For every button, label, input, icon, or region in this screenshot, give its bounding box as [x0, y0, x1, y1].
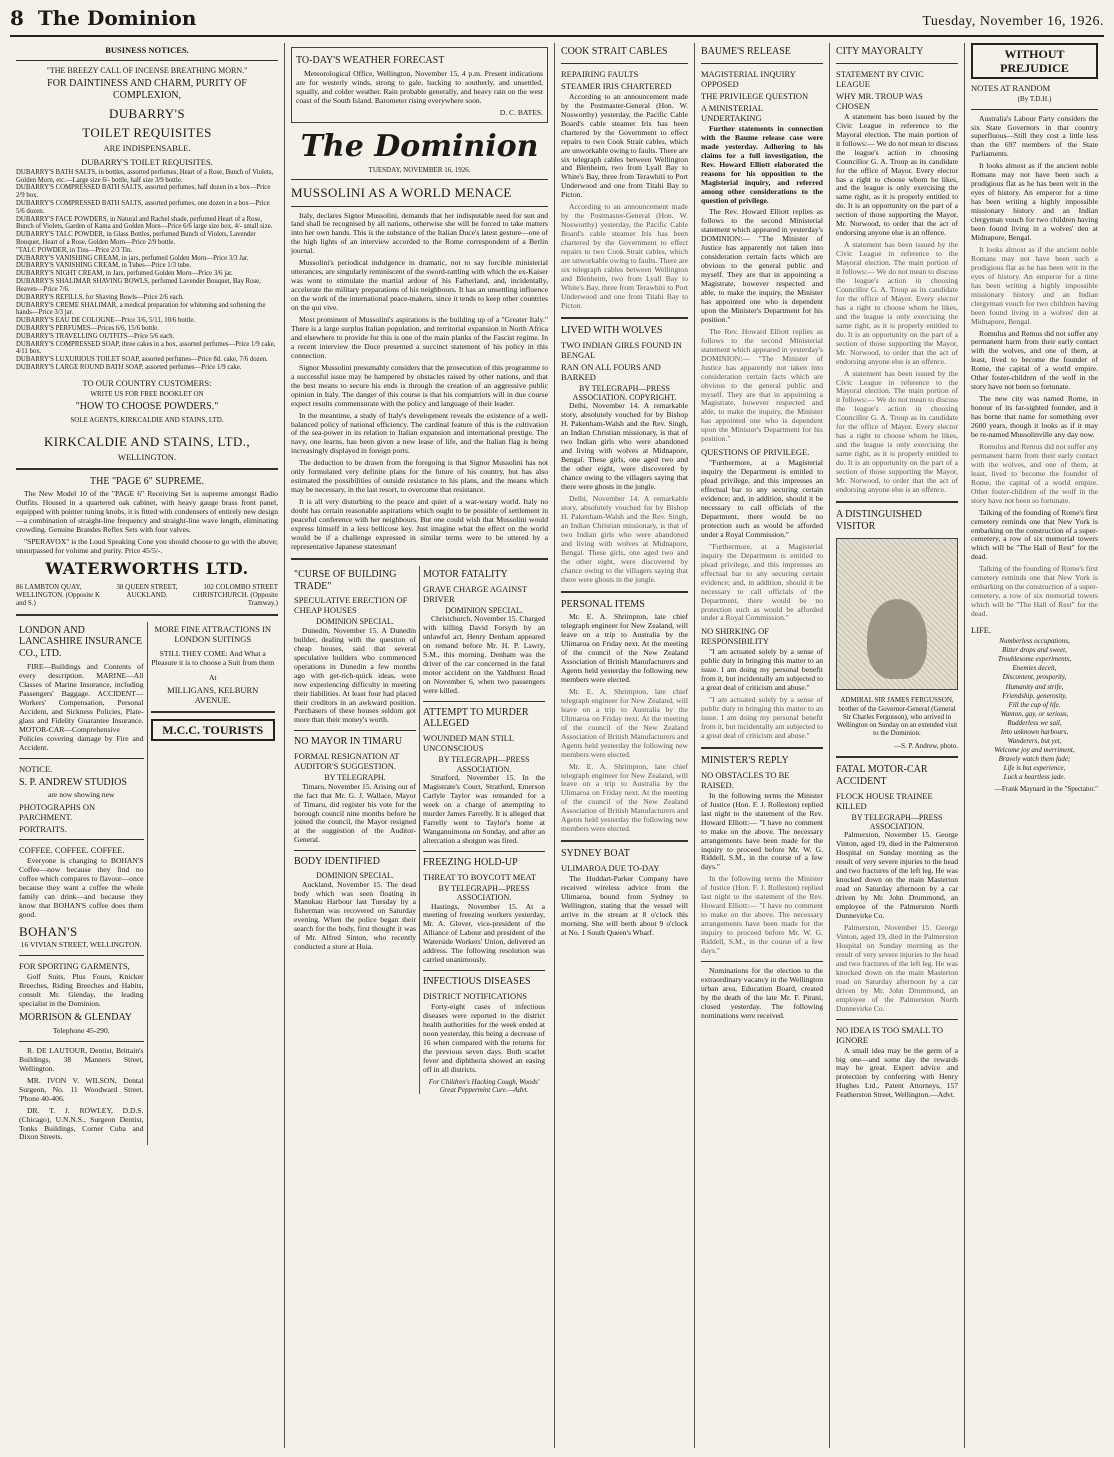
- story-title: MINISTER'S REPLY: [701, 754, 789, 766]
- masthead: [10, 6, 1104, 37]
- story-text: Nominations for the election to the extraordinary vacancy in the Wellington urban area, Education Board, created by the death of the late Mr. F. Pirani, closed yesterday. The following nominations were received.: [701, 965, 823, 1020]
- poem-signature: —Frank Maynard in the "Spectator.": [994, 784, 1098, 793]
- paper-name: The Dominion: [37, 6, 197, 30]
- editorial-para: The deduction to be drawn from the foregoing is that Signor Mussolini has not only formulated very definite plans for the future of his country, but has also estimated the possibilities of outside resistance to his plans, and the means which may be necessary, in the last resort, to overcome that resistance.: [291, 458, 548, 495]
- list-item: DUBARRY'S LARGE ROUND BATH SOAP, assorted perfumes—Price 1/9 cake.: [16, 364, 242, 372]
- story-text: A statement has been issued by the Civic League in reference to the Mayoral election. The main portion of it follows:— We do not mean to discuss the league's action in choosing Councillor G. A. Troup as its candidate for the office of Mayor. Every elector has a right to choose whom he likes, and the league is only exercising the same right, as it is properly entitled to do. It is an opportunity on the part of a section of those supporting the Mayor, Mr. Norwood, to order that the act of endorsing anyone else is an offence.: [836, 111, 958, 238]
- list-item: DUBARRY'S PERFUMES—Prices 6/6, 15/6 bottle.: [16, 324, 159, 332]
- story-lede: Further statements in connection with the Baume release case were made yesterday. Adhering to his claims for a full investigation, the Rev. Howard Elliott elaborated the reasons for his opposition to the Magisterial inquiry, and referred among other considerations to the question of privilege.: [701, 123, 823, 205]
- story-text: Timaru, November 15. Arising out of the fact that Mr. G. J. Wallace, Mayor of Timaru, did register his vote for the borough council nine months before he joined the council, the Mayor resigned at the suggestion of the Auditor-General.: [294, 781, 416, 845]
- ad-booklet: "HOW TO CHOOSE POWDERS.": [75, 401, 219, 413]
- editorial-para: Mussolini's periodical indulgence in dramatic, not to say forcible ministerial utterances, are singularly reminiscent of the sword-rattling with which the ex-Kaiser was wont to stimulate the martial ardour of his Fatherland, and, incidentally, accelerate the military preparations of his neighbours. It has an unsettling influence on the work of the international peace-makers, since it tends to keep other countries on the qui vive.: [291, 258, 548, 313]
- dentist: MR. IVON V. WILSON, Dental Surgeon, No. 11 Woodward Street. 'Phone 40-406.: [19, 1075, 144, 1103]
- ad-brand: DUBARRY'S: [108, 106, 186, 122]
- paper-logo: The Dominion: [300, 128, 539, 164]
- column-title: WITHOUT PREJUDICE: [971, 43, 1098, 79]
- list-item: DUBARRY'S FACE POWDERS, in Natural and Rachel shade, perfumed Heart of a Rose, Bunch of Violets, Garden of Kama and Golden Morn—Price 6/6 large size box, 4/- small size.: [16, 215, 273, 231]
- column-para: Talking of the founding of Rome's first cemetery reminds one that New York is embarking on the construction of a super-cemetery, a row of six memorial towers which will be "The Hall of Rest" for the dead.: [971, 564, 1098, 619]
- story-text: Stratford, November 15. In the Magistrate's Court, Stratford, Emerson Carlyle Taylor was remanded for a week on a charge of attempting to murder James Farrelly. It is alleged that Farrelly went to Taylor's home at Wanganuimona on Sunday, and after an altercation a shotgun was fired.: [423, 773, 545, 845]
- story-text: The Rev. Howard Elliott replies as follows to the second Ministerial statement which appeared in yesterday's DOMINION:— "The Minister of Justice has apparently not taken into consideration certain facts which are obvious to the general public and myself. They are that in appointing a Magistrate, however respected and able, to make the inquiry, the Minister has appointed one who is dependent upon the Minister's Department for his position.": [701, 207, 823, 324]
- issue-date: Tuesday, November 16, 1926.: [922, 14, 1104, 29]
- story-text: The Rev. Howard Elliott replies as follows to the second Ministerial statement which appeared in yesterday's DOMINION:— "The Minister of Justice has apparently not taken into consideration certain facts which are obvious to the general public and myself. They are that in appointing a Magistrate, however respected and able, to make the inquiry, the Minister has appointed one who is dependent upon the Minister's Department for his position.": [701, 326, 823, 444]
- list-item: DUBARRY'S TRAVELLING OUTFITS—Price 5/6 each.: [16, 332, 175, 340]
- speravox-text: "SPERAVOX" is the Loud Speaking Cone you should choose to go with the above; unsurpassed for volume and purity. Price 45/5/-.: [16, 537, 278, 556]
- portrait-face: [867, 599, 927, 679]
- branch: 86 LAMBTON QUAY, WELLINGTON. (Opposite K and S.): [16, 582, 101, 608]
- story-title: LIVED WITH WOLVES: [561, 324, 663, 336]
- poem-line: Enemies deceit,: [1012, 664, 1057, 673]
- bohans: BOHAN'S: [19, 924, 78, 940]
- story-subtitle: FLOCK HOUSE TRAINEE KILLED: [836, 790, 933, 811]
- editorial-para: Italy, declares Signor Mussolini, demands that her indisputable need for sun and land shall be recognised by all nations, otherwise she will be forced to take matters into her own hands. This is the substance of the Italian Duce's latest gesture—one of the high lights of an interview accorded to the Rome correspondent of a Berlin journal.: [291, 210, 548, 256]
- list-item: DUBARRY'S COMPRESSED BATH SALTS, assorted perfumes, half dozen in a box—Price 2/9 box.: [16, 184, 271, 200]
- story-text: Mr. E. A. Shrimpton, late chief telegraph engineer for New Zealand, will leave on a trip to Australia by the Ulimaroa on Friday next. At the meeting of the council of the New Zealand Association of British Manufacturers and Agents held yesterday the following new members were elected.: [561, 612, 688, 684]
- story-source: BY TELEGRAPH—PRESS ASSOCIATION.: [438, 755, 530, 774]
- story-subtitle: RAN ON ALL FOURS AND BARKED: [561, 361, 661, 382]
- insurance-text: FIRE—Buildings and Contents of every description. MARINE—All Classes of Marine Insurance, including Passengers' Baggage. ACCIDENT—Workers' Compensation, Personal Accident, and Sickness Policies, Plate-glass and Fidelity Guarantee Insurance. MOTOR-CAR—Comprehensive Policies covering damage by Fire and Accident.: [19, 662, 144, 752]
- story-text: According to an announcement made by the Postmaster-General (Hon. W. Nosworthy) yesterday, the Pacific Cable Board's cable steamer Iris has been chartered by the Government to effect repairs to two Cook Strait cables, which are unworkable owing to faults. There are six telegraph cables between Wellington and Blenheim, two from Lyall Bay to White's Bay, three from Terawhiti to Port Underwood and one from Titahi Bay to Picton.: [561, 91, 689, 200]
- story-source: DOMINION SPECIAL.: [445, 605, 523, 615]
- news-split: [291, 566, 548, 1094]
- story-text: Delhi, November 14. A remarkable story, absolutely vouched for by Bishop H. Pakenham-Walsh and the Rev. Singh, an Indian Christian missionary, is that of two Indian girls who were abandoned and living with wolves at Midnapore, Bengal. These girls, one aged two and the other eight, were discovered by chance owing to the villagers saying that there were ghosts in the jungle.: [561, 493, 688, 584]
- page6-text: The New Model 10 of the "PAGE 6" Receiving Set is supreme amongst Radio Outfits. Housed in a quartered oak cabinet, with heavy gauge brass front panel, equipped with pointer tuning knobs, it is fitted with condensers of entirely new design—a combination of straight-line frequency and straight-line wave length, eliminating crowding. Genuine Brandes Reflex Sets with four valves.: [16, 489, 278, 535]
- story-text: Palmerston, November 15. George Vinton, aged 19, died in the Palmerston Hospital on Sunday morning as the result of very severe injuries to the head and two fractures of the left leg. He was knocked down on the main Masterton road on Saturday afternoon by a car driven by Mr. John Drummond, an employee of the Palmerston North Dunnevirke Co.: [836, 923, 958, 1013]
- bohans-address: 16 VIVIAN STREET, WELLINGTON.: [20, 940, 142, 950]
- story-title: COOK STRAIT CABLES: [561, 46, 668, 57]
- story-text: Christchurch, November 15. Charged with killing David Forsyth by an unlawful act, Henry Denham appeared on remand before Mr. H. P. Lawry, S.M., this morning. Denham was the driver of the car concerned in the fatal motor accident on the Yaldhurst Road on November 6, when two passengers were killed.: [423, 614, 545, 695]
- poem-line: Bitter drops and sweet,: [1002, 646, 1067, 655]
- story-text: In the following terms the Minister of Justice (Hon. F. J. Rolleston) replied last night to the statement of the Rev. Howard Elliott:— "I have no comment to make on the above. The necessary arrangements have been made for the inquiry to proceed before Mr. W. G. Riddell, S.M., in the course of a few days.": [701, 790, 823, 872]
- list-item: DUBARRY'S VANISHING CREAM, in jars, perfumed Golden Morn—Price 3/3 Jar.: [16, 254, 249, 262]
- story-title: INFECTIOUS DISEASES: [423, 976, 531, 988]
- page6-title: THE "PAGE 6" SUPREME.: [90, 475, 204, 487]
- column-editorial: [285, 43, 555, 1448]
- ad-product: TOILET REQUISITES: [82, 125, 212, 141]
- column-business-notices: [10, 43, 285, 1448]
- story-title: FREEZING HOLD-UP: [423, 856, 518, 868]
- story-text: "Furthermore, at a Magisterial inquiry the Department is entitled to plead privilege, and this impresses an effectual bar to any securing certain evidence; and, in addition, should it be necessary to call officials of the Department, there would be no protection such as would be afforded under a Royal Commission.": [701, 541, 823, 623]
- column-para: It looks almost as if the ancient noble Romans may not have been such a prodigious flat as he has been writ in the eyes of history. An emperor for a time has been writing a highly impossible missionary history and an Indian clergyman vouch for two children having been found living in a wolves' den at Midnapore, Bengal.: [971, 244, 1098, 326]
- ad-city: WELLINGTON.: [117, 451, 177, 462]
- ad-customers: TO OUR COUNTRY CUSTOMERS:: [82, 377, 212, 388]
- waterworths-branches: [16, 583, 278, 608]
- story-text: Mr. E. A. Shrimpton, late chief telegraph engineer for New Zealand, will leave on a trip to Australia by the Ulimaroa on Friday next. At the meeting of the council of the New Zealand Association of British Manufacturers and Agents held yesterday the following new members were elected.: [561, 761, 688, 834]
- column-mayoralty: [830, 43, 965, 1448]
- story-subtitle: DISTRICT NOTIFICATIONS: [423, 990, 527, 1001]
- poem-line: Bravely watch them fade;: [998, 755, 1071, 764]
- story-text: In the following terms the Minister of Justice (Hon. F. J. Rolleston) replied last night to the statement of the Rev. Howard Elliott:— "I have no comment to make on the above. The necessary arrangements have been made for the inquiry to proceed before Mr. W. G. Riddell, S.M., in the course of a few days.": [701, 874, 823, 955]
- ads-split: [16, 622, 278, 1146]
- story-subtitle: WOUNDED MAN STILL UNCONSCIOUS: [423, 733, 514, 754]
- editorial-title: MUSSOLINI AS A WORLD MENACE: [291, 185, 512, 201]
- story-text: A statement has been issued by the Civic League in reference to the Mayoral election. The main portion of it follows:— We do not mean to discuss the league's action in choosing Councillor G. A. Troup as its candidate for the office of Mayor. Every elector has a right to choose whom he likes, and the league is only exercising the same right, as it is properly entitled to do. It is an opportunity on the part of a section of those supporting the Mayor, Mr. Norwood, to order that the act of endorsing anyone else is an offence.: [836, 240, 958, 366]
- story-subtitle: ULIMAROA DUE TO-DAY: [561, 862, 660, 873]
- parchment: PHOTOGRAPHS ON PARCHMENT.: [19, 802, 96, 823]
- story-source: BY TELEGRAPH.: [324, 773, 386, 783]
- still-come: STILL THEY COME: And What a Pleasure it is to choose a Suit from them: [151, 648, 275, 667]
- story-title: BODY IDENTIFIED: [294, 856, 381, 868]
- story-text: "I am actuated solely by a sense of public duty in bringing this matter to an issue. I am doing my personal benefit from it, but incidentally am subjected to a great deal of criticism and abuse.": [701, 695, 823, 741]
- weather-title: TO-DAY'S WEATHER FORECAST: [296, 55, 445, 66]
- poem-title: LIFE.: [971, 625, 992, 636]
- story-text: "I am actuated solely by a sense of public duty in bringing this matter to an issue. I am doing my personal benefit from it, but incidentally am subjected to a great deal of criticism and abuse.": [701, 647, 823, 693]
- column-para: Australia's Labour Party considers the six State Governors in that country superfluous—Still they cost a little less than the 697 members of the State Parliaments.: [971, 113, 1098, 159]
- section-subhead: QUESTIONS OF PRIVILEGE.: [701, 447, 810, 458]
- photo-credit: —S. P. Andrew, photo.: [894, 741, 958, 750]
- story-title: FATAL MOTOR-CAR ACCIDENT: [836, 763, 928, 787]
- editorial-para: It is all very disturbing to the peace and quiet of a war-weary world. Italy no doubt has certain reasonable aspirations which ought to be possible of settlement in peaceful conference with her neighbours. But one could wish that Mussolini would express himself in a less bellicose key. Just imagine what the effect on the world would be if a challenge expressed in similar terms were to be uttered by a representative Japanese statesman!: [291, 497, 548, 551]
- story-subtitle: NO OBSTACLES TO BE RAISED.: [701, 769, 790, 790]
- milligans: MILLIGANS, KELBURN AVENUE.: [167, 684, 259, 705]
- list-item: "TALC POWDER, in Tins—Price 2/3 Tin.: [16, 246, 133, 254]
- branch: 102 COLOMBO STREET CHRISTCHURCH. (Opposite Tramway.): [192, 582, 278, 608]
- poem-line: Into unknown harbours,: [1000, 728, 1069, 736]
- weather-signature: D. C. BATES.: [499, 107, 543, 117]
- dentist: R. DE LAUTOUR, Dentist, Brittain's Buildings, 38 Manners Street, Wellington.: [19, 1045, 144, 1073]
- story-subtitle: FORMAL RESIGNATION AT AUDITOR'S SUGGESTION.: [294, 751, 400, 772]
- page-number: 8: [10, 6, 24, 30]
- morrison: MORRISON & GLENDAY: [19, 1012, 132, 1024]
- coffee-text: Everyone is changing to BOHAN'S Coffee—now because they find no coffee which compares to flavour—once because they want a coffee the whole family can drink—and because they know that BOHAN'S coffee does them good.: [19, 856, 144, 920]
- story-text: The Huddart-Parker Company have received wireless advice from the Ulimaroa, bound from Sydney to Wellington, stating that the vessel will arrive in the stream at 8 o'clock this morning. She will berth about 9 o'clock at No. 1 South Queen's Wharf.: [561, 873, 688, 937]
- list-item: DUBARRY'S TALC POWDER, in Glass Bottles, perfumed Bunch of Violets, Lavender Bouquet, Heart of a Rose, Golden Morn—Price 2/9 bottle.: [16, 231, 256, 247]
- story-source: BY TELEGRAPH—PRESS ASSOCIATION.: [438, 883, 530, 903]
- column-cook-strait: [555, 43, 695, 1448]
- story-text: Hastings, November 15. At a meeting of freezing workers yesterday, Mr. A. Glover, vice-president of the Alliance of Labour and president of the Waterside Workers' Union, delivered an address. The following resolution was carried unanimously.: [423, 901, 545, 965]
- sports-text: Golf Suits, Plus Fours, Knicker Breeches, Riding Breeches and Habits, consult Mr. Glenday, the leading specialist in the Dominion.: [19, 972, 144, 1009]
- list-item: DUBARRY'S EAU DE COLOGNE—Price 3/6, 5/11, 10/6 bottle.: [16, 317, 196, 325]
- story-title: CITY MAYORALTY: [836, 46, 924, 57]
- poem-line: Fill the cup of life.: [1008, 700, 1061, 709]
- editorial-para: In the meantime, a study of Italy's development reveals the existence of a well-balanced policy of national efficiency. The cardinal feature of this is the cultivation of the sea-power in its relation to Italian expansion and international prestige. The navy, one learns, has been given a new lease of life, and the Italian flag is being increasingly displayed in foreign ports.: [291, 410, 548, 456]
- list-item: DUBARRY'S LUXURIOUS TOILET SOAP, assorted perfumes—Price 8d. cake, 7/6 dozen.: [16, 356, 268, 364]
- list-item: DUBARRY'S SHALIMAR SHAVING BOWLS, perfumed Lavender Bouquet, Bay Rose, Heaven—Price 7/6.: [16, 278, 261, 293]
- poem-line: Life is but experience,: [1003, 764, 1066, 773]
- mcc-tourists-title: M.C.C. TOURISTS: [151, 719, 276, 741]
- story-title: SYDNEY BOAT: [561, 848, 630, 860]
- story-text: According to an announcement made by the Postmaster-General (Hon. W. Nosworthy) yesterday, the Pacific Cable Board's cable steamer Iris has been chartered by the Government to effect repairs to two Cook Strait cables, which are unworkable owing to faults. There are six telegraph cables between Wellington and Blenheim, two from Lyall Bay to White's Bay, three from Terawhiti to Port Underwood and one from Titahi Bay to Picton.: [561, 202, 689, 310]
- story-text: "Furthermore, at a Magisterial inquiry the Department is entitled to plead privilege, and this impresses an effectual bar to any securing certain evidence; and, in addition, should it be necessary to call officials of the Department, there would be no protection such as would be afforded under a Royal Commission.": [701, 458, 823, 539]
- story-text: A statement has been issued by the Civic League in reference to the Mayoral election. The main portion of it follows:— We do not mean to discuss the league's action in choosing Councillor G. A. Troup as its candidate for the office of Mayor. Every elector has a right to choose whom he likes, and the league is only exercising the same right, as it is properly entitled to do. It is an opportunity on the part of a section of those supporting the Mayor, Mr. Norwood, to order that the act of endorsing anyone else is an offence.: [836, 368, 958, 494]
- column-para: Romulus and Remus did not suffer any permanent harm from their early contact with the wolves, and one of them, at least, lived to become the founder of Rome, the capital of a world empire. Other foster-children of the wolf in the story have not been so fortunate.: [971, 441, 1098, 505]
- sports-title: FOR SPORTING GARMENTS,: [19, 961, 130, 972]
- column-subtitle: NOTES AT RANDOM: [971, 83, 1051, 94]
- story-subtitle: GRAVE CHARGE AGAINST DRIVER: [423, 583, 528, 604]
- story-text: Mr. E. A. Shrimpton, late chief telegraph engineer for New Zealand, will leave on a trip to Australia by the Ulimaroa on Friday next. At the meeting of the council of the New Zealand Association of British Manufacturers and Agents held yesterday the following new members were elected.: [561, 686, 688, 759]
- weather-box: [291, 47, 548, 123]
- column-para: Talking of the founding of Rome's first cemetery reminds one that New York is embarking on the construction of a super-cemetery, a row of six memorial towers which will be "The Hall of Rest" for the dead.: [971, 507, 1098, 562]
- story-title: MOTOR FATALITY: [423, 568, 508, 580]
- studios-sub: are now showing new: [48, 790, 115, 800]
- story-text: Palmerston, November 15. George Vinton, aged 19, died in the Palmerston Hospital on Sunday morning as the result of very severe injuries to the head and two fractures of the left leg. He was knocked down on the main Masterton road on Saturday afternoon by a car driven by Mr. John Drummond, an employee of the Palmerston North Dunnevirke Co.: [836, 830, 958, 921]
- story-subtitle: A MINISTERIAL UNDERTAKING: [701, 102, 763, 123]
- column-para: It looks almost as if the ancient noble Romans may not have been such a prodigious flat as he has been writ in the eyes of history. An emperor for a time has been writing a highly impossible missionary history and an Indian clergyman vouch for two children having been found living in a wolves' den at Midnapore, Bengal.: [971, 161, 1098, 242]
- story-subtitle: STATEMENT BY CIVIC LEAGUE: [836, 68, 924, 89]
- story-subtitle: MAGISTERIAL INQUIRY OPPOSED: [701, 68, 796, 89]
- story-source: DOMINION SPECIAL.: [316, 617, 394, 627]
- story-text: Delhi, November 14. A remarkable story, absolutely vouched for by Bishop H. Pakenham-Walsh and the Rev. Singh, an Indian Christian missionary, is that of two Indian girls who were abandoned and living with wolves at Midnapore, Bengal. These girls, one aged two and the other eight, were discovered by chance owing to the villagers saying that there were ghosts in the jungle.: [561, 401, 688, 492]
- portrait-photo: [836, 538, 958, 690]
- ad-firm: KIRKCALDIE AND STAINS, LTD.,: [43, 434, 251, 450]
- poem-line: Wanton, gay, or serious,: [1000, 709, 1069, 718]
- logo-date: TUESDAY, NOVEMBER 16, 1926.: [368, 165, 471, 174]
- story-source: BY TELEGRAPH—PRESS ASSOCIATION. COPYRIGHT.: [572, 383, 677, 402]
- list-item: DUBARRY'S REFILLS, for Shaving Bowls—Price 2/6 each.: [16, 293, 184, 301]
- story-text: Auckland, November 15. The dead body which was seen floating in Manukau Harbour last Tuesday by a fisherman was recovered on Saturday evening. When the police began their search for the body, first thought it was of Mr. Alfred Sinton, who recently conducted a store at Huia.: [294, 879, 416, 952]
- story-title: A DISTINGUISHED VISITOR: [836, 508, 922, 532]
- story-title: NO MAYOR IN TIMARU: [294, 736, 403, 748]
- at-label: At: [208, 672, 217, 682]
- story-subtitle: THREAT TO BOYCOTT MEAT: [423, 871, 536, 882]
- column-baume: [695, 43, 830, 1448]
- poem-line: Luck a heartless jade.: [1003, 773, 1066, 782]
- editorial-para: Most prominent of Mussolini's aspirations is the building up of a "Greater Italy." There is a large surplus Italian population, and territorial expansion in North Africa and elsewhere to provide for this is one of the main planks of the Fascist regime. In a recent interview the Duce presented a succinct statement of his policy in this connection.: [291, 315, 548, 360]
- editorial-para: Signor Mussolini presumably considers that the prosecution of this programme to a successful issue may be hampered by obstacles raised by other nations, and that the best means to secure his ends is through the creation of an aggressive public opinion in Italy. The danger of this course is that his compatriots will in due course expect results commensurate with the policy and language of their leader.: [291, 362, 548, 408]
- list-item: DUBARRY'S NIGHT CREAM, in Jars, perfumed Golden Morn—Price 3/6 jar.: [16, 270, 233, 278]
- story-title: PERSONAL ITEMS: [561, 598, 645, 610]
- poem-line: Friendship, generosity,: [1002, 691, 1067, 700]
- story-subtitle: REPAIRING FAULTS: [561, 68, 639, 79]
- list-item: DUBARRY'S COMPRESSED BATH SALTS, assorted perfumes, one dozen in a box—Price 5/6 dozen.: [16, 199, 270, 215]
- telephone: Telephone 45-290.: [52, 1025, 110, 1035]
- branch: 38 QUEEN STREET, AUCKLAND.: [116, 582, 178, 600]
- list-item: DUBARRY'S CREME SHALIMAR, a medical preparation for whitening and softening the hands—Price 3/3 jar.: [16, 301, 266, 317]
- story-title: BAUME'S RELEASE: [701, 46, 791, 57]
- story-source: DOMINION SPECIAL.: [316, 871, 394, 881]
- poem-line: Welcome joy and merriment,: [994, 746, 1075, 755]
- ad-title: NO IDEA IS TOO SMALL TO IGNORE: [836, 1024, 943, 1045]
- story-subtitle: SPECULATIVE ERECTION OF CHEAP HOUSES: [294, 595, 408, 616]
- notice-title: NOTICE.: [19, 763, 53, 774]
- story-title: ATTEMPT TO MURDER ALLEGED: [423, 706, 529, 730]
- poem-line: Rudderless we sail,: [1007, 718, 1062, 727]
- section-title: BUSINESS NOTICES.: [105, 45, 189, 55]
- poem-line: Numberless occupations,: [999, 637, 1070, 646]
- column-without-prejudice: [965, 43, 1104, 1448]
- story-subtitle: STEAMER IRIS CHARTERED: [561, 80, 672, 91]
- ad-text: A small idea may be the germ of a big one—and some day the rewards may be great. Expert advice and protection by conferring with Henry Hughes Ltd., Patent Attorneys, 157 Featherston Street, Wellington.—Advt.: [836, 1045, 958, 1100]
- list-item: DUBARRY'S VANISHING CREAM, in Tubes—Price 1/3 tube.: [16, 262, 192, 270]
- portraits: PORTRAITS.: [19, 824, 67, 835]
- list-item: DUBARRY'S COMPRESSED SOAP, three cakes in a box, assorted perfumes—Price 1/9 cake, 4/11 box.: [16, 340, 276, 356]
- studios-name: S. P. ANDREW STUDIOS: [19, 776, 127, 788]
- weather-text: Meteorological Office, Wellington, November 15, 4 p.m. Present indications are for westerly winds, strong to gale, backing to southerly, and unsettled, squally, and colder weather. Rain probable generally, and heavy rain on the west coast of the South Island. Barometer rising everywhere soon.: [296, 68, 543, 105]
- poem-line: Wanderers, but yet,: [1007, 737, 1062, 746]
- waterworths-title: WATERWORTHS LTD.: [45, 558, 249, 578]
- ad-list-title: DUBARRY'S TOILET REQUISITES.: [81, 156, 213, 167]
- insurance-title: LONDON AND LANCASHIRE INSURANCE CO., LTD.: [19, 624, 143, 660]
- poem-line: Humanity and strife,: [1005, 682, 1064, 691]
- ad-for-line: FOR DAINTINESS AND CHARM, PURITY OF COMPLEXION,: [47, 78, 247, 102]
- ad-indispensable: ARE INDISPENSABLE.: [103, 142, 191, 153]
- list-item: DUBARRY'S BATH SALTS, in bottles, assorted perfumes, Heart of a Rose, Bunch of Violets, Golden Morn, etc.—Large size 6/- bottle, half size 3/9 bottle.: [16, 168, 274, 184]
- photo-caption: ADMIRAL SIR JAMES FERGUSSON, brother of the Governor-General (General Sir Charles Fergusson), who arrived in Wellington on Sunday on an extended visit to the Dominion.: [836, 696, 958, 738]
- story-title: "CURSE OF BUILDING TRADE": [294, 568, 397, 592]
- section-subhead: NO SHIRKING OF RESPONSIBILITY: [701, 626, 770, 647]
- story-text: Dunedin, November 15. A Dunedin builder, dealing with the question of cheap houses, said that several speculative builders who commenced operations in Dunedin a few months ago with get-rich-quick ideas, were now experiencing difficulty in meeting their liabilities. At least four had placed their creditors in an awkward position. Purchasers of these houses seldom got more than their money's worth.: [294, 625, 416, 725]
- coffee-title: COFFEE. COFFEE. COFFEE.: [19, 845, 125, 856]
- more-fine: MORE FINE ATTRACTIONS IN LONDON SUITINGS: [154, 623, 271, 644]
- story-subtitle: THE PRIVILEGE QUESTION: [701, 90, 809, 101]
- column-byline: (By T.D.H.): [1017, 95, 1052, 104]
- poem-line: Troublesome experiments,: [997, 655, 1072, 664]
- column-para: Romulus and Remus did not suffer any permanent harm from their early contact with the wolves, and one of them, at least, lived to become the founder of Rome, the capital of a world empire. Other foster-children of the wolf in the story have not been so fortunate.: [971, 328, 1098, 392]
- story-source: BY TELEGRAPH—PRESS ASSOCIATION.: [851, 812, 943, 832]
- dentist: DR. T. J. ROWLEY, D.D.S. (Chicago), U.N.N.S., Surgeon Dentist, Tonks Buildings, Corner Cuba and Dixon Streets.: [19, 1105, 144, 1142]
- story-subtitle: WHY MR. TROUP WAS CHOSEN: [836, 90, 923, 111]
- ad-write-us: WRITE US FOR FREE BOOKLET ON: [90, 389, 204, 398]
- story-text: Forty-eight cases of infectious diseases were reported to the district health authorities for the week ended at noon yesterday, this being a decrease of 16 when compared with the returns for the previous seven days. Both scarlet fever and diphtheria showed an easing off in all districts.: [423, 1001, 545, 1074]
- page-header-left: [10, 6, 196, 30]
- poem-line: Discontent, prosperity,: [1002, 673, 1067, 682]
- story-subtitle: TWO INDIAN GIRLS FOUND IN BENGAL: [561, 339, 682, 360]
- ad-agents: SOLE AGENTS, KIRKCALDIE AND STAINS, LTD.: [70, 415, 224, 424]
- ad-tagline: "THE BREEZY CALL OF INCENSE BREATHING MORN.": [46, 66, 248, 76]
- poem: [971, 637, 1098, 783]
- product-list: [16, 169, 278, 372]
- column-para: The new city was named Rome, in honour of its far-sighted founder, and it has borne that name for something over 2600 years, though it looks as if it may be re-named Mussolinville any day now.: [971, 394, 1098, 439]
- footer-ad: For Children's Hacking Cough, Woods' Great Peppermint Cure.—Advt.: [428, 1077, 540, 1094]
